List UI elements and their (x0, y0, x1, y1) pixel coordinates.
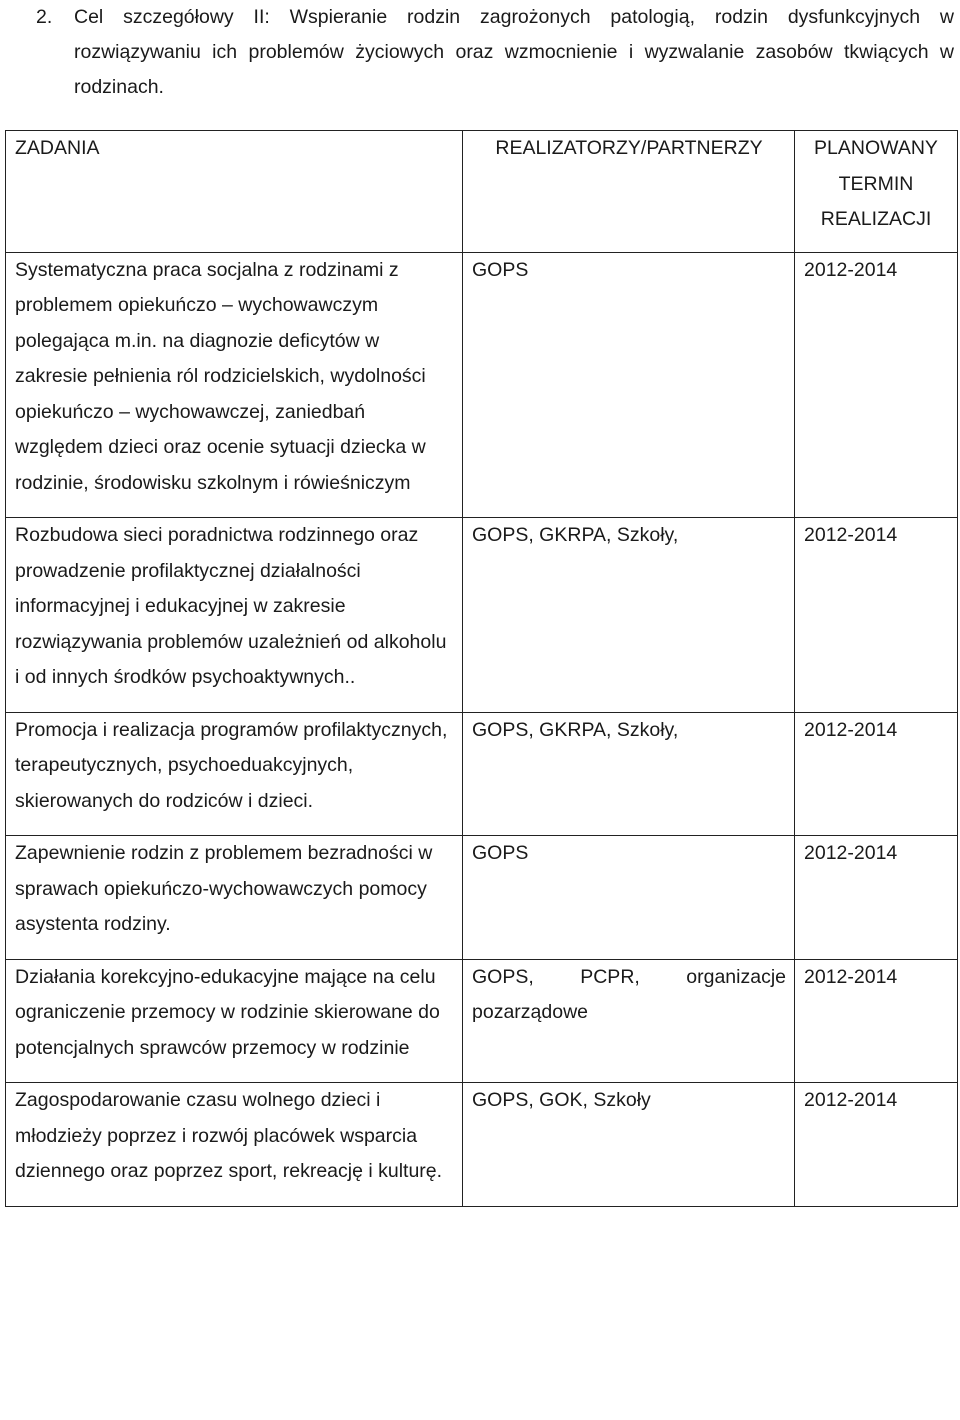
partners-line (472, 960, 786, 996)
term-cell: 2012-2014 (795, 252, 958, 518)
table-row (6, 712, 958, 836)
partners-cell: GOPS (463, 252, 795, 518)
partners-cell: GOPS, GKRPA, Szkoły, (463, 712, 795, 836)
partners-cell: GOPS (463, 836, 795, 960)
header-term-line: PLANOWANY (814, 137, 938, 159)
task-cell: Zagospodarowanie czasu wolnego dzieci i młodzieży poprzez i rozwój placówek wsparcia dziennego oraz poprzez sport, rekreację i kulturę. (6, 1083, 463, 1207)
partner-name: organizacje (686, 965, 786, 988)
term-cell: 2012-2014 (795, 959, 958, 1083)
term-cell: 2012-2014 (795, 518, 958, 713)
table-row (6, 518, 958, 713)
header-term-line: REALIZACJI (820, 208, 932, 230)
task-cell: Rozbudowa sieci poradnictwa rodzinnego oraz prowadzenie profilaktycznej działalności informacyjnej i edukacyjnej w zakresie rozwiązywania problemów uzależnień od alkoholu i od innych środków psychoaktywnych.. (6, 518, 463, 713)
table-row (6, 1083, 958, 1207)
term-cell: 2012-2014 (795, 712, 958, 836)
term-cell: 2012-2014 (795, 1083, 958, 1207)
objective-number: 2. (36, 6, 53, 28)
partners-cell (463, 959, 795, 1083)
objective-heading (36, 0, 954, 105)
partners-cell: GOPS, GKRPA, Szkoły, (463, 518, 795, 713)
table-row (6, 252, 958, 518)
task-cell: Zapewnienie rodzin z problemem bezradności w sprawach opiekuńczo-wychowawczych pomocy asystenta rodziny. (6, 836, 463, 960)
table-header-row (6, 131, 958, 253)
header-term (795, 131, 958, 253)
task-cell: Działania korekcyjno-edukacyjne mające na celu ograniczenie przemocy w rodzinie skierowane do potencjalnych sprawców przemocy w rodzinie (6, 959, 463, 1083)
partners-line: pozarządowe (472, 1001, 588, 1023)
term-cell: 2012-2014 (795, 836, 958, 960)
task-cell: Promocja i realizacja programów profilaktycznych, terapeutycznych, psychoeduakcyjnych, skierowanych do rodziców i dzieci. (6, 712, 463, 836)
task-cell: Systematyczna praca socjalna z rodzinami z problemem opiekuńczo – wychowawczym polegająca m.in. na diagnozie deficytów w zakresie pełnienia ról rodzicielskich, wydolności opiekuńczo – wychowawczej, zaniedbań względem dzieci oraz ocenie sytuacji dziecka w rodzinie, środowisku szkolnym i rówieśniczym (6, 252, 463, 518)
table-row (6, 959, 958, 1083)
header-partners: REALIZATORZY/PARTNERZY (463, 131, 795, 253)
partners-cell: GOPS, GOK, Szkoły (463, 1083, 795, 1207)
header-tasks: ZADANIA (6, 131, 463, 253)
objective-text: Cel szczegółowy II: Wspieranie rodzin zagrożonych patologią, rodzin dysfunkcyjnych w rozwiązywaniu ich problemów życiowych oraz wzmocnienie i wyzwalanie zasobów tkwiących w rodzinach. (74, 6, 954, 98)
header-term-line: TERMIN (838, 172, 914, 195)
partner-name: PCPR, (580, 965, 640, 988)
tasks-table (5, 130, 958, 1207)
partner-name: GOPS, (472, 965, 534, 988)
table-row (6, 836, 958, 960)
